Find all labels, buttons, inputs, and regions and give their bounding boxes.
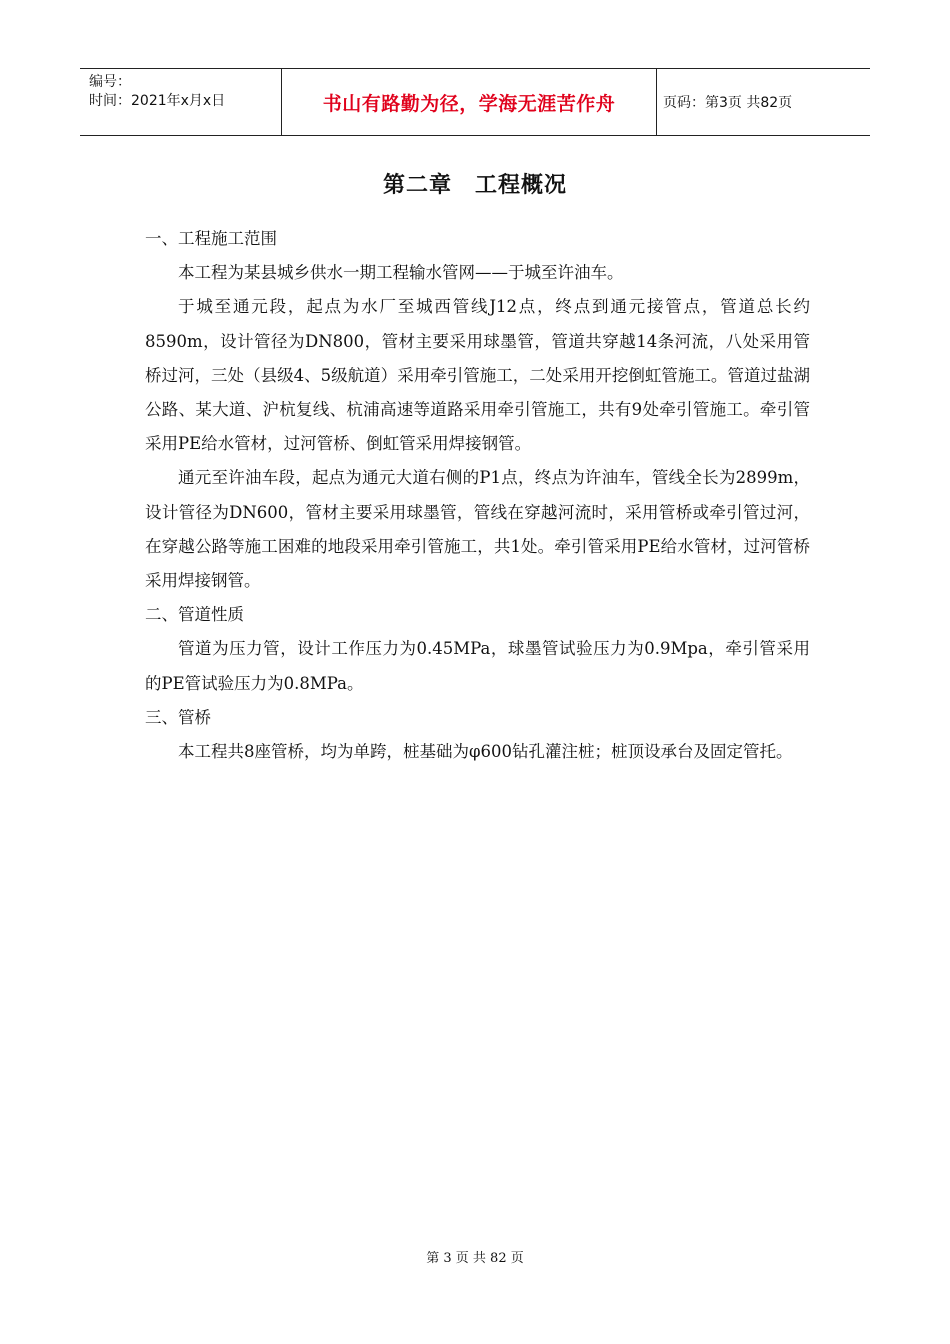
section-heading: 三、管桥: [145, 707, 211, 727]
header-motto: 书山有路勤为径，学海无涯苦作舟: [281, 69, 657, 135]
paragraph: 本工程为某县城乡供水一期工程输水管网——于城至许油车。: [178, 263, 624, 283]
document-date: 时间：2021年x月x日: [89, 93, 226, 109]
section-heading: 一、工程施工范围: [145, 229, 277, 248]
paragraph: 于城至通元段，起点为水厂至城西管线J12点，终点到通元接管点，管道总长约8590m，设计管径为DN800，管材主要采用球墨管，管道共穿越14条河流，八处采用管桥过河，三处（县级4、5级航道）采用牵引管施工，二处采用开挖倒虹管施工。管道过盐湖公路、某大道、沪杭复线、杭浦高速等道路采用牵引管施工，共有9处牵引管施工。牵引管采用PE给水管材，过河管桥、倒虹管采用焊接钢管。: [145, 297, 810, 454]
header-page-info: 页码：第3页 共82页: [663, 95, 793, 111]
page-footer: 第 3 页 共 82 页: [426, 1251, 524, 1266]
chapter-title: 第二章 工程概况: [382, 173, 567, 198]
section-heading: 二、管道性质: [145, 605, 244, 625]
paragraph: 管道为压力管，设计工作压力为0.45MPa，球墨管试验压力为0.9Mpa，牵引管采用的PE管试验压力为0.8MPa。: [145, 639, 810, 693]
paragraph: 通元至许油车段，起点为通元大道右侧的P1点，终点为许油车，管线全长为2899m，设计管径为DN600，管材主要采用球墨管，管线在穿越河流时，采用管桥或牵引管过河，在穿越公路等施工困难的地段采用牵引管施工，共1处。牵引管采用PE给水管材，过河管桥采用焊接钢管。: [145, 468, 810, 591]
header-meta: [80, 69, 281, 135]
document-body: [145, 222, 810, 769]
paragraph: 本工程共8座管桥，均为单跨，桩基础为φ600钻孔灌注桩；桩顶设承台及固定管托。: [178, 742, 793, 762]
document-number-label: 编号：: [89, 74, 131, 90]
header-table: [80, 68, 870, 136]
